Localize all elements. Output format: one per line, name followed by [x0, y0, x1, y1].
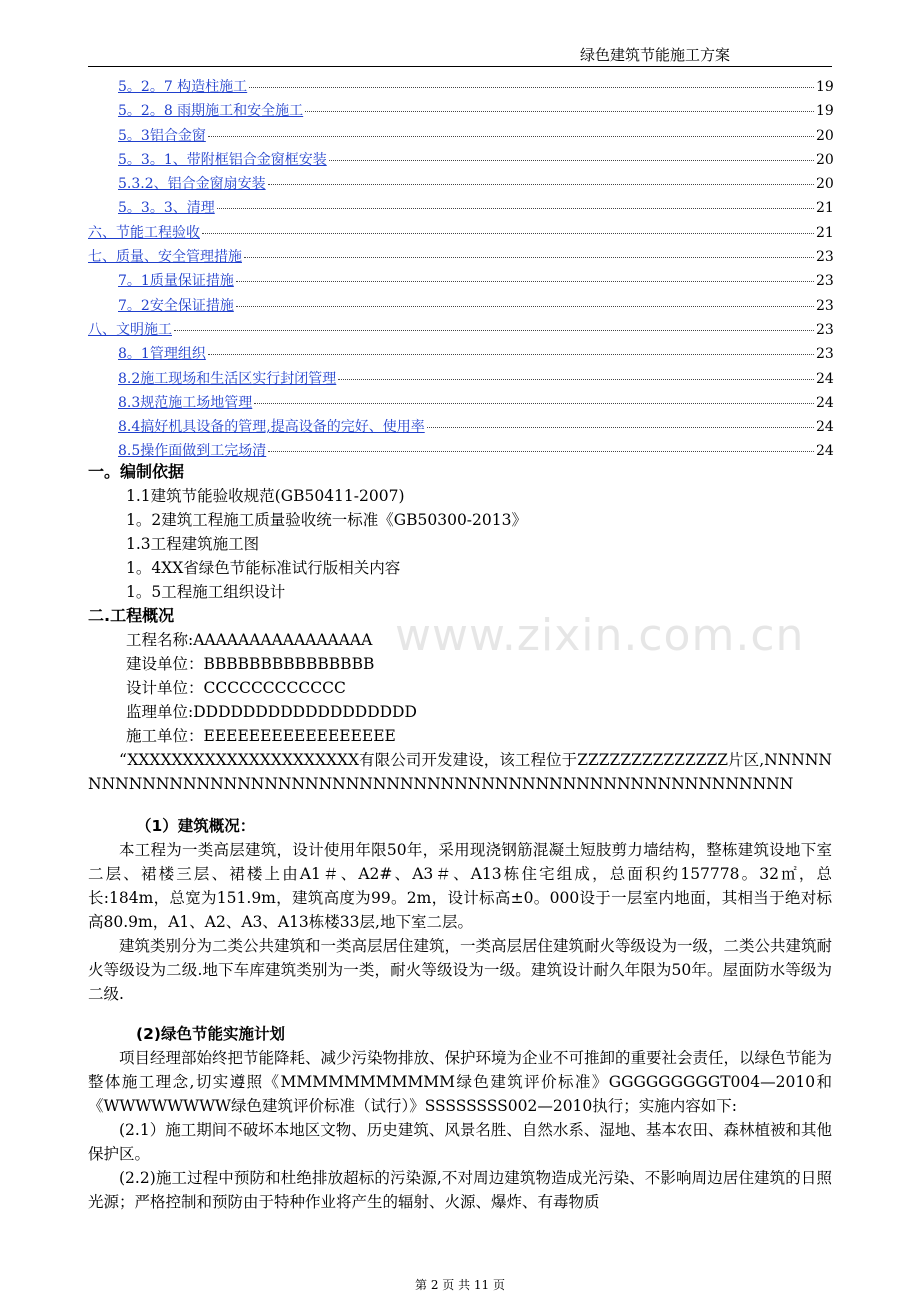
toc-leader-dots — [249, 87, 814, 88]
header-title: 绿色建筑节能施工方案 — [579, 46, 730, 64]
toc-page-number: 23 — [816, 346, 834, 363]
project-intro-paragraph: “XXXXXXXXXXXXXXXXXXXXX有限公司开发建设，该工程位于ZZZZZZZZZZZZZZ片区,NNNNNNNNNNNNNNNNNNNNNNNNNNNNNNNNNNNNNNNNNNNNNNNNNNNNNNNNN — [88, 751, 832, 793]
watermark: www.zixin.com.cn — [395, 610, 805, 661]
toc-leader-dots — [268, 184, 814, 185]
basis-item: 1。2建筑工程施工质量验收统一标准《GB50300-2013》 — [126, 511, 527, 529]
toc-entry[interactable] — [88, 368, 832, 392]
basis-item: 1.1建筑节能验收规范(GB50411-2007) — [126, 487, 405, 505]
toc-entry[interactable] — [88, 76, 832, 100]
section-heading-overview: 二.工程概况 — [88, 606, 175, 625]
toc-page-number: 21 — [816, 200, 834, 217]
toc-entry[interactable] — [88, 100, 832, 124]
toc-entry[interactable] — [88, 392, 832, 416]
toc-leader-dots — [329, 160, 814, 161]
subsection-heading-building: （1）建筑概况： — [136, 817, 256, 835]
toc-entry-link[interactable]: 8.2施工现场和生活区实行封闭管理 — [118, 370, 337, 387]
toc-entry[interactable] — [88, 222, 832, 246]
document-body — [88, 460, 832, 1214]
toc-entry[interactable] — [88, 149, 832, 173]
green-plan-paragraph: (2.2)施工过程中预防和杜绝排放超标的污染源,不对周边建筑物造成光污染、不影响周边居住建筑的日照光源；严格控制和预防由于特种作业将产生的辐射、火源、爆炸、有毒物质 — [88, 1169, 832, 1211]
toc-entry-link[interactable]: 六、节能工程验收 — [88, 224, 200, 241]
toc-entry[interactable] — [88, 246, 832, 270]
basis-item: 1.3工程建筑施工图 — [126, 535, 260, 553]
toc-leader-dots — [202, 233, 814, 234]
toc-page-number: 19 — [816, 79, 834, 95]
toc-leader-dots — [305, 111, 814, 112]
toc-leader-dots — [174, 330, 814, 331]
table-of-contents — [88, 76, 832, 465]
toc-entry-link[interactable]: 8.3规范施工场地管理 — [118, 394, 253, 411]
toc-page-number: 24 — [816, 370, 834, 387]
toc-entry-link[interactable]: 8.4搞好机具设备的管理,提高设备的完好、使用率 — [118, 419, 425, 436]
toc-leader-dots — [208, 354, 814, 355]
project-info-line: 监理单位:DDDDDDDDDDDDDDDDDD — [126, 703, 417, 721]
toc-entry[interactable] — [88, 319, 832, 343]
building-paragraph: 建筑类别分为二类公共建筑和一类高层居住建筑，一类高层居住建筑耐火等级设为一级，二类公共建筑耐火等级设为二级.地下车库建筑类别为一类，耐火等级设为一级。建筑设计耐久年限为50年。屋面防水等级为二级. — [88, 937, 833, 1003]
toc-entry-link[interactable]: 5。2。8 雨期施工和安全施工 — [118, 103, 304, 120]
page-footer: 第 2 页 共 11 页 — [415, 1278, 505, 1292]
toc-entry-link[interactable]: 5。2。7 构造柱施工 — [118, 79, 248, 95]
building-paragraph: 本工程为一类高层建筑，设计使用年限50年，采用现浇钢筋混凝土短肢剪力墙结构，整栋建筑设地下室二层、裙楼三层、裙楼上由A1＃、A2#、A3＃、A13栋住宅组成，总面积约157778。32㎡，总长:184m，总宽为151.9m，建筑高度为99。2m，设计标高±0。000设于一层室内地面，其相当于绝对标高80.9m，A1、A2、A3、A13栋楼33层,地下室二层。 — [88, 841, 832, 931]
toc-entry[interactable] — [88, 295, 832, 319]
toc-leader-dots — [427, 427, 814, 428]
toc-entry[interactable] — [88, 343, 832, 367]
toc-page-number: 23 — [816, 273, 834, 290]
green-plan-paragraph: (2.1）施工期间不破坏本地区文物、历史建筑、风景名胜、自然水系、湿地、基本农田、森林植被和其他保护区。 — [88, 1121, 832, 1163]
toc-leader-dots — [208, 136, 814, 137]
toc-page-number: 23 — [816, 321, 834, 338]
toc-page-number: 23 — [816, 249, 834, 266]
toc-entry[interactable] — [88, 416, 832, 440]
toc-entry[interactable] — [88, 173, 832, 197]
toc-entry[interactable] — [88, 125, 832, 149]
toc-page-number: 24 — [816, 443, 834, 460]
toc-leader-dots — [236, 306, 814, 307]
toc-page-number: 23 — [816, 297, 834, 314]
toc-page-number: 24 — [816, 394, 834, 411]
toc-page-number: 24 — [816, 419, 834, 436]
toc-entry-link[interactable]: 5。3。3、清理 — [118, 200, 215, 217]
project-info-line: 施工单位：EEEEEEEEEEEEEEEEE — [126, 727, 396, 745]
toc-entry-link[interactable]: 5.3.2、铝合金窗扇安装 — [118, 176, 266, 193]
toc-entry-link[interactable]: 8。1管理组织 — [118, 346, 206, 363]
toc-leader-dots — [217, 208, 814, 209]
toc-entry[interactable] — [88, 270, 832, 294]
toc-entry-link[interactable]: 5。3铝合金窗 — [118, 127, 206, 144]
toc-entry-link[interactable]: 七、质量、安全管理措施 — [88, 249, 242, 266]
toc-page-number: 20 — [816, 176, 834, 193]
toc-page-number: 20 — [816, 127, 834, 144]
toc-entry-link[interactable]: 8.5操作面做到工完场清 — [118, 443, 267, 460]
toc-entry-link[interactable]: 八、文明施工 — [88, 321, 172, 338]
toc-page-number: 21 — [816, 224, 834, 241]
project-info-line: 设计单位：CCCCCCCCCCCC — [126, 679, 346, 697]
basis-item: 1。5工程施工组织设计 — [126, 583, 286, 601]
subsection-heading-green-plan: (2)绿色节能实施计划 — [136, 1025, 285, 1043]
toc-leader-dots — [268, 451, 814, 452]
toc-leader-dots — [236, 281, 814, 282]
toc-entry[interactable] — [88, 197, 832, 221]
toc-page-number: 20 — [816, 151, 834, 168]
toc-entry-link[interactable]: 5。3。1、带附框铝合金窗框安装 — [118, 151, 327, 168]
toc-entry-link[interactable]: 7。2安全保证措施 — [118, 297, 234, 314]
project-info-line: 建设单位：BBBBBBBBBBBBBBB — [126, 655, 375, 673]
toc-leader-dots — [338, 379, 814, 380]
project-info-line: 工程名称:AAAAAAAAAAAAAAAA — [126, 631, 373, 649]
green-plan-paragraph: 项目经理部始终把节能降耗、减少污染物排放、保护环境为企业不可推卸的重要社会责任，以绿色节能为整体施工理念,切实遵照《MMMMMMMMMMM绿色建筑评价标准》GGGGGGGGGT004—2010和《WWWWWWWW绿色建筑评价标准（试行）》SSSSSSSS002—2010执行；实施内容如下: — [88, 1049, 833, 1115]
basis-item: 1。4XX省绿色节能标准试行版相关内容 — [126, 559, 401, 577]
section-heading-basis: 一。编制依据 — [88, 462, 185, 481]
toc-entry-link[interactable]: 7。1质量保证措施 — [118, 273, 234, 290]
toc-page-number: 19 — [816, 103, 834, 120]
header-rule — [88, 66, 832, 67]
toc-leader-dots — [244, 257, 814, 258]
toc-leader-dots — [254, 403, 814, 404]
